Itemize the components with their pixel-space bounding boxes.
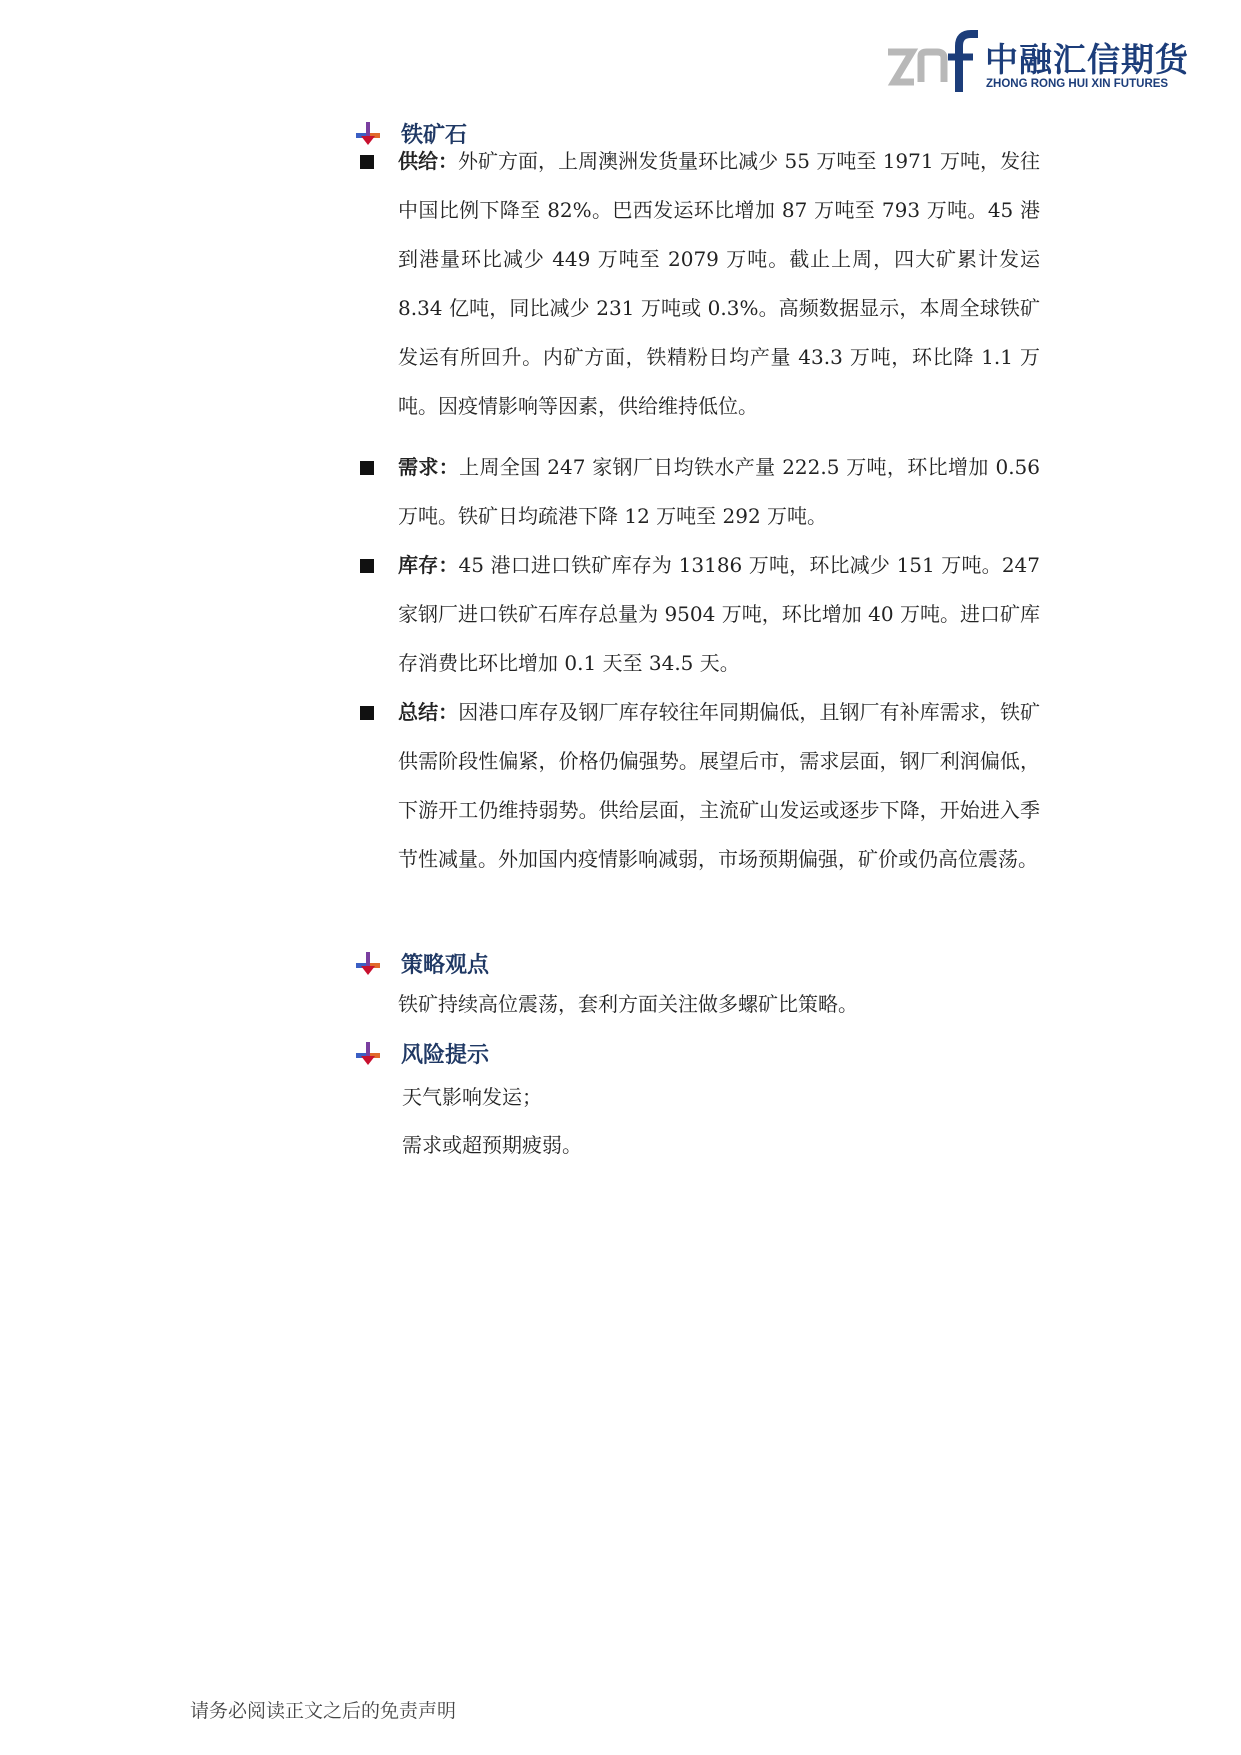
paragraph-text: 外矿方面，上周澳洲发货量环比减少 55 万吨至 1971 万吨，发往中国比例下降至 82%。巴西发运环比增加 87 万吨至 793 万吨。45 港到港量环比减少 449 万吨至 2079 万吨。截止上周，四大矿累计发运 8.34 亿吨，同比减少 231 万吨或 0.3%。高频数据显示，本周全球铁矿发运有所回升。内矿方面，铁精粉日均产量 43.3 万吨，环比降 1.1 万吨。因疫情影响等因素，供给维持低位。 xyxy=(398,149,1041,418)
risk-item: 需求或超预期疲弱。 xyxy=(402,1133,582,1157)
paragraph-label: 供给： xyxy=(398,149,459,173)
logo-english-name: ZHONG RONG HUI XIN FUTURES xyxy=(986,78,1169,90)
square-bullet-icon xyxy=(360,155,374,169)
section-heading-risk xyxy=(355,1033,489,1073)
znf-logo-mark xyxy=(885,30,980,94)
section-title: 风险提示 xyxy=(401,1042,490,1068)
company-logo xyxy=(885,30,1189,94)
paragraph-label: 库存： xyxy=(398,553,459,577)
paragraph-text: 因港口库存及钢厂库存较往年同期偏低，且钢厂有补库需求，铁矿供需阶段性偏紧，价格仍偏强势。展望后市，需求层面，钢厂利润偏低，下游开工仍维持弱势。供给层面，主流矿山发运或逐步下降，开始进入季节性减量。外加国内疫情影响减弱，市场预期偏强，矿价或仍高位震荡。 xyxy=(398,700,1041,871)
supply-paragraph xyxy=(398,137,1040,431)
footer-disclaimer: 请务必阅读正文之后的免责声明 xyxy=(190,1700,457,1722)
paragraph-label: 总结： xyxy=(398,700,459,724)
section-title: 策略观点 xyxy=(401,952,490,978)
section-heading-strategy xyxy=(355,943,489,983)
arrow-bullet-icon xyxy=(355,950,381,976)
arrow-bullet-icon xyxy=(355,1040,381,1066)
square-bullet-icon xyxy=(360,559,374,573)
paragraph-label: 需求： xyxy=(398,455,460,479)
paragraph-text: 上周全国 247 家钢厂日均铁水产量 222.5 万吨，环比增加 0.56 万吨。铁矿日均疏港下降 12 万吨至 292 万吨。 xyxy=(398,455,1041,528)
arrow-bullet-icon xyxy=(355,120,381,146)
risk-item: 天气影响发运； xyxy=(402,1085,542,1109)
square-bullet-icon xyxy=(360,461,374,475)
section-title: 铁矿石 xyxy=(401,122,468,148)
strategy-text: 铁矿持续高位震荡，套利方面关注做多螺矿比策略。 xyxy=(398,992,858,1016)
square-bullet-icon xyxy=(360,706,374,720)
demand-paragraph xyxy=(398,443,1040,541)
paragraph-text: 45 港口进口铁矿库存为 13186 万吨，环比减少 151 万吨。247 家钢厂进口铁矿石库存总量为 9504 万吨，环比增加 40 万吨。进口矿库存消费比环比增加 0.1 天至 34.5 天。 xyxy=(398,553,1040,675)
inventory-paragraph xyxy=(398,541,1040,688)
summary-paragraph xyxy=(398,688,1040,884)
logo-chinese-name: 中融汇信期货 xyxy=(985,40,1189,79)
